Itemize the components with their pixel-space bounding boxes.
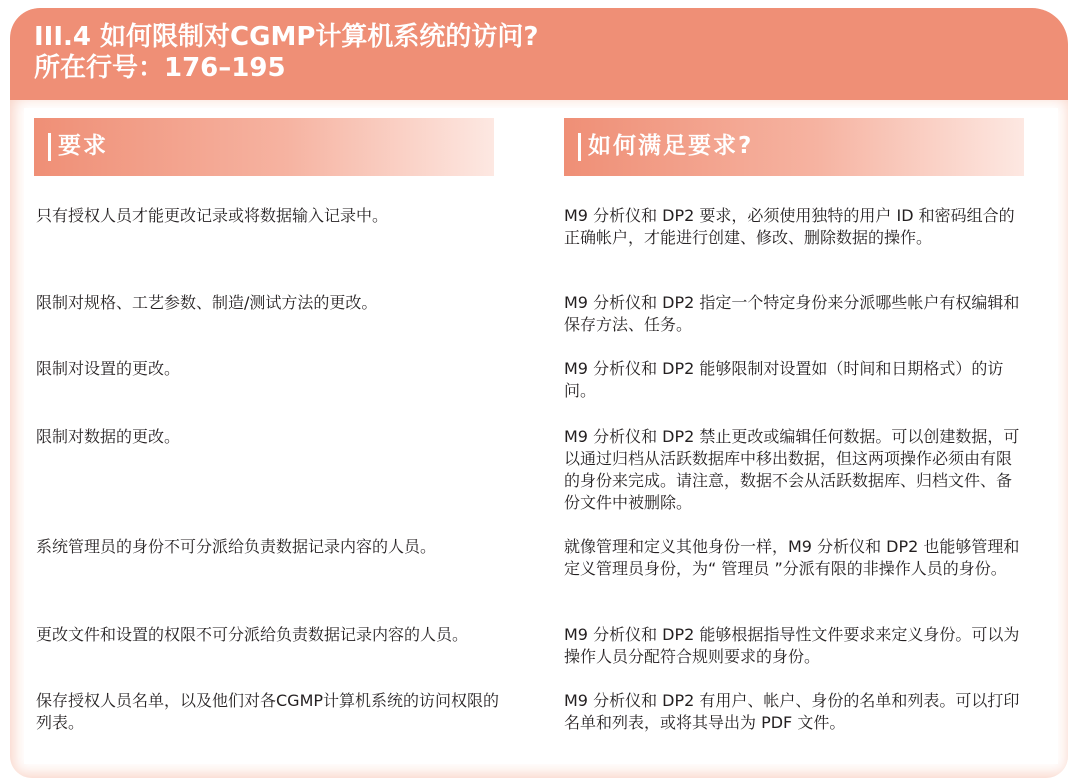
answer-text: M9 分析仪和 DP2 能够根据指导性文件要求来定义身份。可以为操作人员分配符合规则要求的身份。 (564, 625, 1020, 666)
answer-text: M9 分析仪和 DP2 要求，必须使用独特的用户 ID 和密码组合的正确帐户，才能进行创建、修改、删除数据的操作。 (564, 206, 1015, 247)
section-header (10, 8, 1068, 100)
section-title-line2: 所在行号：176–195 (34, 53, 286, 83)
answer-text: M9 分析仪和 DP2 有用户、帐户、身份的名单和列表。可以打印名单和列表，或将其导出为 PDF 文件。 (564, 691, 1020, 732)
answer-text: M9 分析仪和 DP2 指定一个特定身份来分派哪些帐户有权编辑和保存方法、任务。 (564, 293, 1020, 334)
requirement-text: 限制对数据的更改。 (36, 427, 181, 446)
solutions-column-header (564, 118, 1024, 176)
requirement-text: 保存授权人员名单，以及他们对各CGMP计算机系统的访问权限的列表。 (36, 691, 500, 732)
requirement-text: 限制对设置的更改。 (36, 359, 181, 378)
requirement-text: 只有授权人员才能更改记录或将数据输入记录中。 (36, 206, 389, 225)
heading-accent-bar (48, 133, 51, 161)
section-title-line1: III.4 如何限制对CGMP计算机系统的访问? (34, 22, 539, 52)
heading-accent-bar (578, 133, 581, 161)
answer-text: 就像管理和定义其他身份一样，M9 分析仪和 DP2 也能够管理和定义管理员身份，为“ 管理员 ”分派有限的非操作人员的身份。 (564, 537, 1020, 578)
requirement-text: 更改文件和设置的权限不可分派给负责数据记录内容的人员。 (36, 625, 469, 644)
solutions-heading: 如何满足要求? (588, 133, 754, 159)
requirement-text: 限制对规格、工艺参数、制造/测试方法的更改。 (36, 293, 378, 312)
answer-text: M9 分析仪和 DP2 禁止更改或编辑任何数据。可以创建数据，可以通过归档从活跃数据库中移出数据，但这两项操作必须由有限的身份来完成。请注意，数据不会从活跃数据库、归档文件、备份文件中被删除。 (564, 427, 1020, 512)
answer-text: M9 分析仪和 DP2 能够限制对设置如（时间和日期格式）的访问。 (564, 359, 1004, 400)
requirement-text: 系统管理员的身份不可分派给负责数据记录内容的人员。 (36, 537, 437, 556)
requirements-column-header (34, 118, 494, 176)
section-title (34, 22, 538, 84)
requirements-heading: 要求 (58, 133, 108, 159)
